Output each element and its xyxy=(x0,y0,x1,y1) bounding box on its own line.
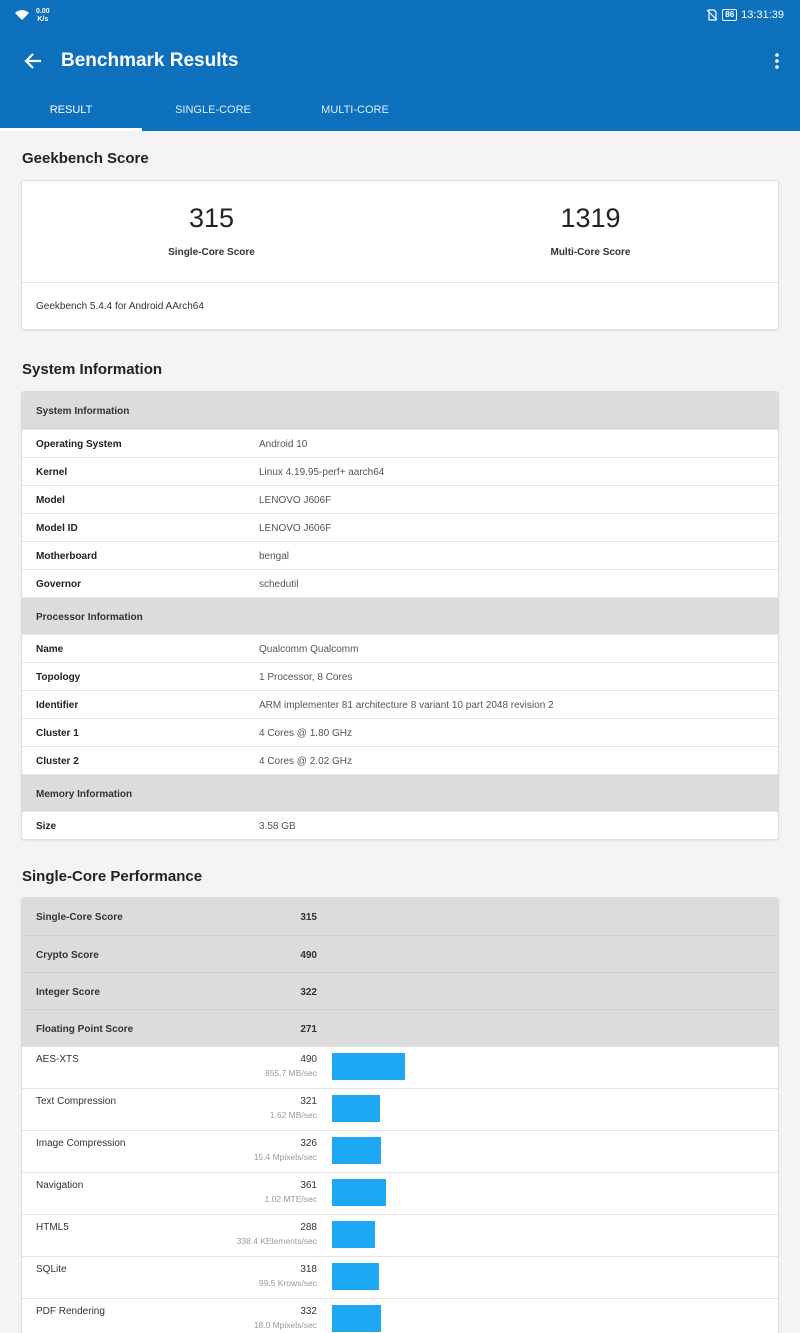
info-row xyxy=(22,746,778,774)
workload-score-bar xyxy=(332,1221,375,1248)
workload-throughput: 1.02 MTE/sec xyxy=(264,1194,317,1204)
tab-multi-core[interactable]: MULTI-CORE xyxy=(321,104,389,116)
single-core-score-label: Single-Core Score xyxy=(168,247,255,258)
score-summary-label: Single-Core Score xyxy=(36,912,123,923)
score-summary-label: Crypto Score xyxy=(36,950,99,961)
score-summary-row xyxy=(22,898,778,935)
workload-name: AES-XTS xyxy=(36,1054,79,1065)
geekbench-score-title: Geekbench Score xyxy=(22,150,149,167)
info-key: Cluster 1 xyxy=(36,728,79,739)
system-information-title: System Information xyxy=(22,361,163,378)
info-key: Topology xyxy=(36,672,81,683)
workload-score: 490 xyxy=(300,1054,317,1065)
workload-row[interactable] xyxy=(22,1088,778,1130)
workload-score: 318 xyxy=(300,1264,317,1275)
score-summary-value: 315 xyxy=(300,912,317,923)
info-key: Operating System xyxy=(36,439,122,450)
workload-throughput: 338.4 KElements/sec xyxy=(236,1236,317,1246)
workload-row[interactable] xyxy=(22,1046,778,1088)
workload-score: 361 xyxy=(300,1180,317,1191)
score-summary-value: 271 xyxy=(300,1024,317,1035)
info-row xyxy=(22,485,778,513)
workload-throughput: 99.5 Krows/sec xyxy=(258,1278,317,1288)
info-value: 1 Processor, 8 Cores xyxy=(259,672,353,683)
info-row xyxy=(22,634,778,662)
single-core-score: 315 xyxy=(188,203,235,233)
workload-row[interactable] xyxy=(22,1130,778,1172)
info-key: Motherboard xyxy=(36,551,98,562)
workload-score-bar xyxy=(332,1053,405,1080)
info-row xyxy=(22,690,778,718)
score-summary-label: Integer Score xyxy=(36,987,100,998)
info-key: Kernel xyxy=(36,467,68,478)
tab-result[interactable]: RESULT xyxy=(0,94,142,131)
workload-name: HTML5 xyxy=(36,1222,69,1233)
workload-score: 332 xyxy=(300,1306,317,1317)
info-value: 4 Cores @ 1.80 GHz xyxy=(259,728,352,739)
workload-score-bar xyxy=(332,1137,381,1164)
group-title: Processor Information xyxy=(36,612,143,623)
tab-single-core[interactable]: SINGLE-CORE xyxy=(175,104,251,116)
status-bar xyxy=(0,0,800,32)
workload-throughput: 15.4 Mpixels/sec xyxy=(253,1152,317,1162)
score-summary-row xyxy=(22,972,778,1009)
wifi-icon xyxy=(14,9,30,21)
info-row xyxy=(22,429,778,457)
single-core-score-box xyxy=(22,181,401,281)
single-core-performance-card xyxy=(21,897,779,1333)
tab-bar xyxy=(0,94,800,131)
info-row xyxy=(22,541,778,569)
geekbench-version: Geekbench 5.4.4 for Android AArch64 xyxy=(36,301,204,312)
workload-throughput: 855.7 MB/sec xyxy=(265,1068,317,1078)
workload-name: SQLite xyxy=(36,1264,67,1275)
network-speed xyxy=(36,8,50,24)
clock: 13:31:39 xyxy=(741,9,784,21)
info-value: 3.58 GB xyxy=(259,821,296,832)
group-title: System Information xyxy=(36,406,130,417)
info-row xyxy=(22,662,778,690)
info-value: Qualcomm Qualcomm xyxy=(259,644,359,655)
page-title: Benchmark Results xyxy=(61,50,239,71)
workload-name: Navigation xyxy=(36,1180,84,1191)
score-summary-label: Floating Point Score xyxy=(36,1024,134,1035)
info-value: schedutil xyxy=(259,579,299,590)
workload-row[interactable] xyxy=(22,1172,778,1214)
workload-row[interactable] xyxy=(22,1298,778,1333)
info-key: Model ID xyxy=(36,523,78,534)
info-value: LENOVO J606F xyxy=(259,495,332,506)
multi-core-score-label: Multi-Core Score xyxy=(550,247,631,258)
workload-name: Image Compression xyxy=(36,1138,126,1149)
multi-core-score-box xyxy=(401,181,779,281)
group-header xyxy=(22,597,778,634)
score-summary-row xyxy=(22,1009,778,1046)
workload-score-bar xyxy=(332,1179,386,1206)
info-row xyxy=(22,569,778,597)
info-value: ARM implementer 81 architecture 8 variant 10 part 2048 revision 2 xyxy=(259,700,554,711)
workload-score: 288 xyxy=(300,1222,317,1233)
info-value: 4 Cores @ 2.02 GHz xyxy=(259,756,352,767)
multi-core-score: 1319 xyxy=(560,203,621,233)
info-key: Cluster 2 xyxy=(36,756,79,767)
workload-name: PDF Rendering xyxy=(36,1306,105,1317)
info-key: Name xyxy=(36,644,64,655)
network-speed-value: 0.00 xyxy=(36,8,50,15)
info-row xyxy=(22,457,778,485)
workload-score: 326 xyxy=(300,1138,317,1149)
info-value: Android 10 xyxy=(259,439,308,450)
score-summary-value: 322 xyxy=(300,987,317,998)
info-key: Identifier xyxy=(36,700,79,711)
info-row xyxy=(22,513,778,541)
info-key: Governor xyxy=(36,579,82,590)
workload-score: 321 xyxy=(300,1096,317,1107)
info-value: LENOVO J606F xyxy=(259,523,332,534)
network-speed-unit: K/s xyxy=(37,16,49,23)
workload-row[interactable] xyxy=(22,1256,778,1298)
workload-score-bar xyxy=(332,1095,380,1122)
score-summary-value: 490 xyxy=(300,950,317,961)
single-core-performance-title: Single-Core Performance xyxy=(22,868,203,885)
group-title: Memory Information xyxy=(36,789,133,800)
group-header xyxy=(22,392,778,429)
geekbench-score-card xyxy=(21,180,779,330)
group-header xyxy=(22,774,778,811)
info-key: Model xyxy=(36,495,65,506)
score-summary-row xyxy=(22,935,778,972)
back-arrow-icon[interactable] xyxy=(22,50,44,72)
info-row xyxy=(22,718,778,746)
workload-name: Text Compression xyxy=(36,1096,117,1107)
workload-throughput: 18.0 Mpixels/sec xyxy=(253,1320,317,1330)
app-bar xyxy=(0,32,800,131)
info-row xyxy=(22,811,778,839)
workload-throughput: 1.62 MB/sec xyxy=(269,1110,317,1120)
more-vert-icon[interactable] xyxy=(774,52,780,70)
info-value: Linux 4.19.95-perf+ aarch64 xyxy=(259,467,385,478)
battery-indicator: 86 xyxy=(722,9,737,21)
info-value: bengal xyxy=(259,551,290,562)
version-footer xyxy=(22,282,778,329)
system-information-card xyxy=(21,391,779,840)
workload-row[interactable] xyxy=(22,1214,778,1256)
workload-score-bar xyxy=(332,1305,381,1332)
workload-score-bar xyxy=(332,1263,379,1290)
info-key: Size xyxy=(36,821,57,832)
no-sim-icon xyxy=(706,9,718,21)
